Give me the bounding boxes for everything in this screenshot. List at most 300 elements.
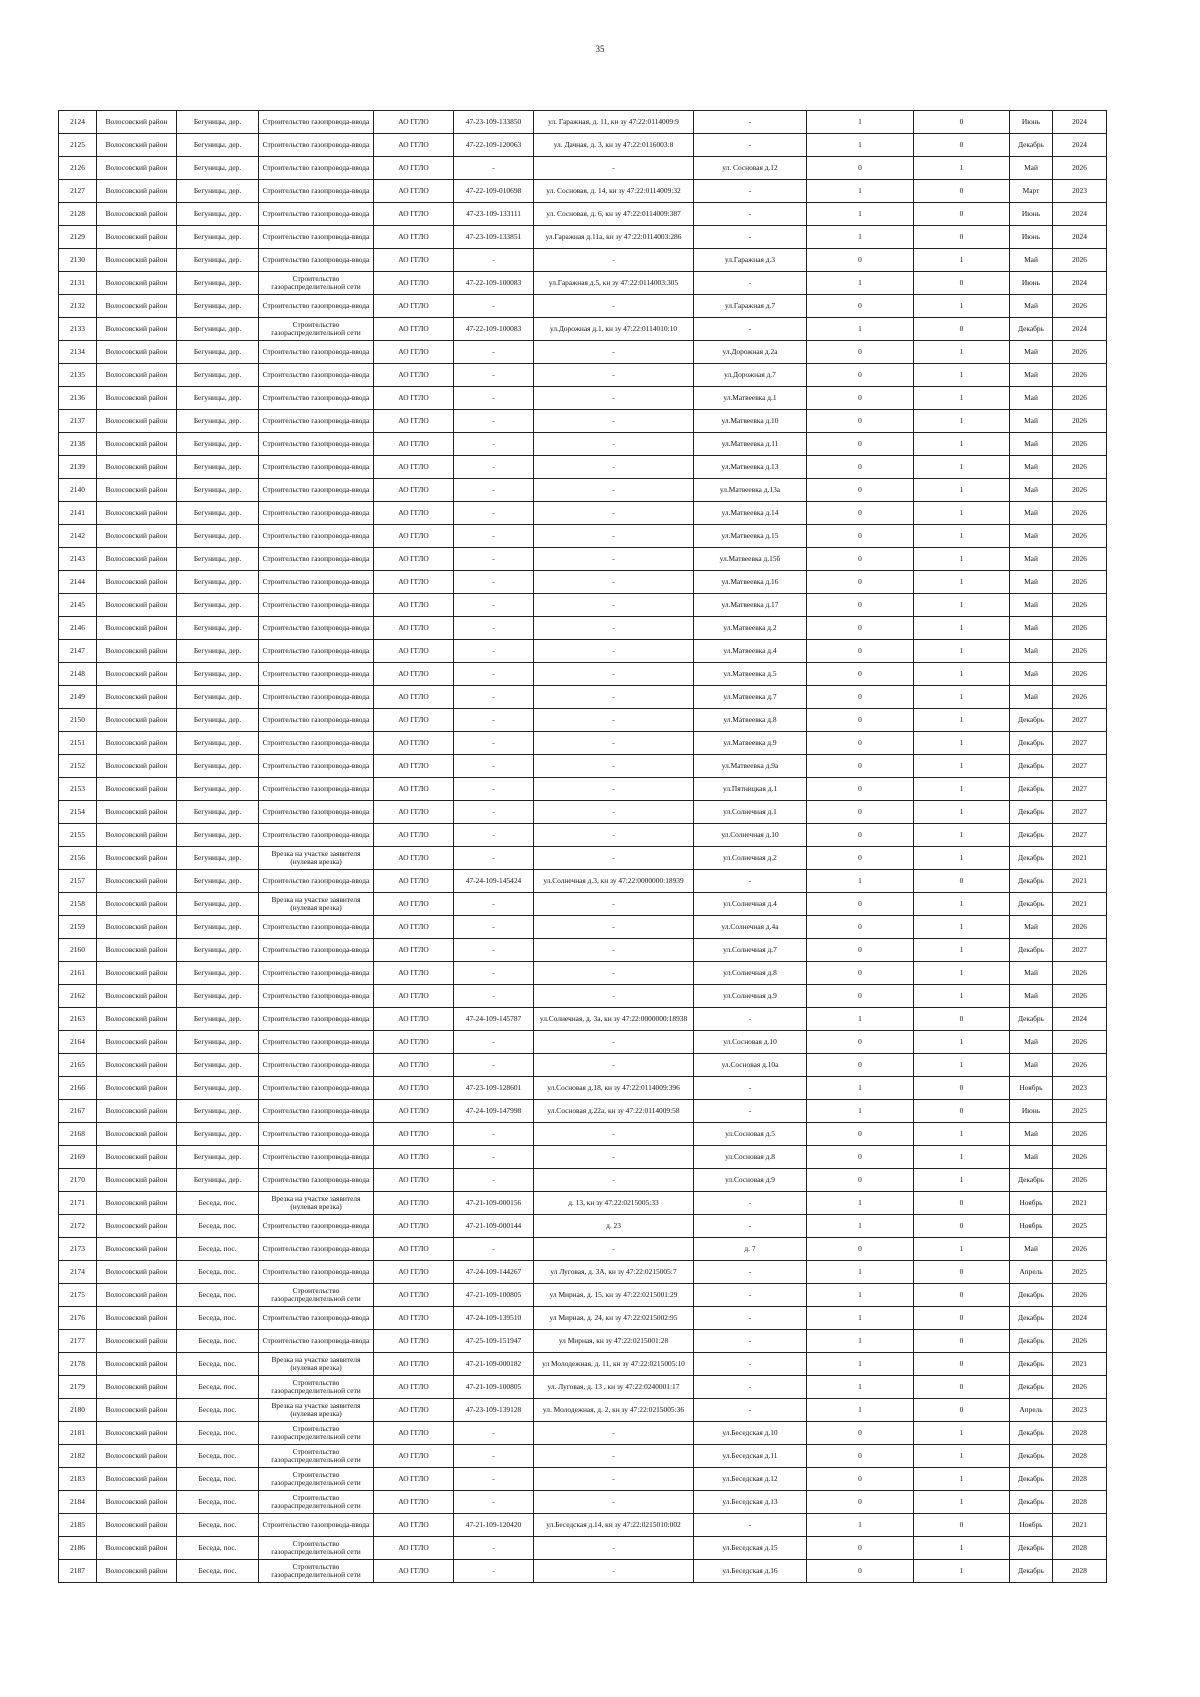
cell-address-cadastral: ул.Сосновая д.22а, кн зу 47:22:0114009:58: [534, 1100, 694, 1123]
cell-row-number: 2166: [59, 1077, 97, 1100]
cell-address: ул.Матвеевка д.1: [694, 387, 807, 410]
cell-year: 2025: [1053, 1100, 1107, 1123]
cell-year: 2026: [1053, 502, 1107, 525]
cell-application-number: -: [454, 157, 534, 180]
cell-application-number: 47-24-109-147998: [454, 1100, 534, 1123]
cell-organization: АО ГГЛО: [374, 1192, 454, 1215]
cell-year: 2026: [1053, 433, 1107, 456]
cell-month: Июнь: [1010, 111, 1053, 134]
cell-address-cadastral: -: [534, 847, 694, 870]
cell-address-cadastral: -: [534, 502, 694, 525]
cell-application-number: -: [454, 1169, 534, 1192]
cell-work-type: Строительство газораспределительной сети: [259, 1376, 374, 1399]
table-row: [59, 1353, 1107, 1376]
cell-application-number: -: [454, 755, 534, 778]
cell-year: 2028: [1053, 1468, 1107, 1491]
cell-work-type: Строительство газопровода-ввода: [259, 1261, 374, 1284]
cell-settlement: Бегуницы, дер.: [177, 663, 259, 686]
cell-year: 2026: [1053, 479, 1107, 502]
cell-district: Волосовский район: [97, 1123, 177, 1146]
cell-row-number: 2155: [59, 824, 97, 847]
cell-row-number: 2128: [59, 203, 97, 226]
cell-address: ул.Гаражная д.3: [694, 249, 807, 272]
cell-row-number: 2169: [59, 1146, 97, 1169]
cell-organization: АО ГГЛО: [374, 272, 454, 295]
cell-count-a: 0: [807, 939, 914, 962]
cell-application-number: 47-23-109-133851: [454, 226, 534, 249]
cell-organization: АО ГГЛО: [374, 525, 454, 548]
cell-application-number: -: [454, 479, 534, 502]
cell-year: 2026: [1053, 640, 1107, 663]
cell-district: Волосовский район: [97, 640, 177, 663]
cell-application-number: -: [454, 1537, 534, 1560]
cell-district: Волосовский район: [97, 1422, 177, 1445]
cell-year: 2021: [1053, 847, 1107, 870]
cell-application-number: -: [454, 1468, 534, 1491]
cell-count-b: 1: [914, 1123, 1010, 1146]
cell-application-number: 47-21-109-100805: [454, 1376, 534, 1399]
cell-settlement: Беседа, пос.: [177, 1514, 259, 1537]
cell-settlement: Бегуницы, дер.: [177, 617, 259, 640]
cell-district: Волосовский район: [97, 870, 177, 893]
cell-organization: АО ГГЛО: [374, 1146, 454, 1169]
cell-address: -: [694, 226, 807, 249]
cell-month: Май: [1010, 663, 1053, 686]
cell-address: ул.Солнечная д.8: [694, 962, 807, 985]
cell-settlement: Бегуницы, дер.: [177, 1077, 259, 1100]
cell-organization: АО ГГЛО: [374, 1468, 454, 1491]
cell-organization: АО ГГЛО: [374, 893, 454, 916]
cell-organization: АО ГГЛО: [374, 318, 454, 341]
cell-address: ул.Солнечная д.7: [694, 939, 807, 962]
cell-settlement: Бегуницы, дер.: [177, 686, 259, 709]
cell-settlement: Беседа, пос.: [177, 1192, 259, 1215]
cell-work-type: Строительство газопровода-ввода: [259, 226, 374, 249]
cell-count-b: 0: [914, 870, 1010, 893]
cell-organization: АО ГГЛО: [374, 341, 454, 364]
cell-count-a: 1: [807, 1284, 914, 1307]
cell-year: 2026: [1053, 410, 1107, 433]
cell-settlement: Беседа, пос.: [177, 1399, 259, 1422]
cell-count-a: 0: [807, 548, 914, 571]
cell-settlement: Беседа, пос.: [177, 1353, 259, 1376]
cell-organization: АО ГГЛО: [374, 111, 454, 134]
cell-address-cadastral: -: [534, 387, 694, 410]
cell-application-number: -: [454, 456, 534, 479]
cell-month: Декабрь: [1010, 1284, 1053, 1307]
cell-settlement: Бегуницы, дер.: [177, 479, 259, 502]
cell-count-a: 0: [807, 1238, 914, 1261]
cell-row-number: 2186: [59, 1537, 97, 1560]
cell-row-number: 2148: [59, 663, 97, 686]
cell-count-b: 1: [914, 1169, 1010, 1192]
cell-district: Волосовский район: [97, 778, 177, 801]
cell-year: 2027: [1053, 732, 1107, 755]
cell-count-a: 1: [807, 1100, 914, 1123]
cell-settlement: Бегуницы, дер.: [177, 410, 259, 433]
cell-application-number: -: [454, 410, 534, 433]
cell-settlement: Бегуницы, дер.: [177, 847, 259, 870]
cell-settlement: Беседа, пос.: [177, 1284, 259, 1307]
cell-month: Ноябрь: [1010, 1514, 1053, 1537]
cell-organization: АО ГГЛО: [374, 410, 454, 433]
cell-district: Волосовский район: [97, 1031, 177, 1054]
cell-count-b: 1: [914, 341, 1010, 364]
cell-count-a: 0: [807, 778, 914, 801]
cell-organization: АО ГГЛО: [374, 640, 454, 663]
cell-organization: АО ГГЛО: [374, 962, 454, 985]
cell-settlement: Бегуницы, дер.: [177, 824, 259, 847]
cell-work-type: Строительство газопровода-ввода: [259, 1238, 374, 1261]
cell-count-b: 1: [914, 732, 1010, 755]
cell-count-b: 1: [914, 916, 1010, 939]
cell-organization: АО ГГЛО: [374, 1445, 454, 1468]
cell-month: Декабрь: [1010, 1376, 1053, 1399]
cell-application-number: 47-23-109-133111: [454, 203, 534, 226]
cell-month: Декабрь: [1010, 732, 1053, 755]
cell-district: Волосовский район: [97, 180, 177, 203]
cell-district: Волосовский район: [97, 1399, 177, 1422]
cell-address-cadastral: -: [534, 709, 694, 732]
table-row: [59, 893, 1107, 916]
cell-count-b: 1: [914, 1468, 1010, 1491]
table-row: [59, 1169, 1107, 1192]
cell-row-number: 2129: [59, 226, 97, 249]
cell-count-a: 1: [807, 226, 914, 249]
cell-address: ул.Матвеевка д.11: [694, 433, 807, 456]
cell-row-number: 2182: [59, 1445, 97, 1468]
cell-work-type: Строительство газораспределительной сети: [259, 1491, 374, 1514]
table-row: [59, 180, 1107, 203]
table-row: [59, 1215, 1107, 1238]
cell-month: Декабрь: [1010, 1491, 1053, 1514]
cell-row-number: 2151: [59, 732, 97, 755]
cell-work-type: Строительство газопровода-ввода: [259, 1514, 374, 1537]
cell-work-type: Строительство газопровода-ввода: [259, 157, 374, 180]
cell-application-number: 47-24-109-145787: [454, 1008, 534, 1031]
cell-count-a: 0: [807, 433, 914, 456]
cell-work-type: Строительство газопровода-ввода: [259, 180, 374, 203]
cell-month: Май: [1010, 1238, 1053, 1261]
cell-count-b: 1: [914, 410, 1010, 433]
table-row: [59, 272, 1107, 295]
cell-organization: АО ГГЛО: [374, 824, 454, 847]
cell-district: Волосовский район: [97, 433, 177, 456]
cell-application-number: -: [454, 1123, 534, 1146]
cell-work-type: Строительство газопровода-ввода: [259, 1169, 374, 1192]
table-row: [59, 1491, 1107, 1514]
cell-application-number: -: [454, 571, 534, 594]
cell-settlement: Бегуницы, дер.: [177, 1123, 259, 1146]
cell-district: Волосовский район: [97, 962, 177, 985]
cell-count-a: 0: [807, 249, 914, 272]
cell-address: ул.Беседская д.13: [694, 1491, 807, 1514]
table-row: [59, 594, 1107, 617]
cell-district: Волосовский район: [97, 548, 177, 571]
cell-work-type: Строительство газораспределительной сети: [259, 1468, 374, 1491]
cell-settlement: Беседа, пос.: [177, 1238, 259, 1261]
cell-count-b: 0: [914, 111, 1010, 134]
cell-year: 2026: [1053, 916, 1107, 939]
cell-work-type: Строительство газопровода-ввода: [259, 640, 374, 663]
cell-row-number: 2176: [59, 1307, 97, 1330]
cell-year: 2027: [1053, 939, 1107, 962]
cell-count-b: 0: [914, 226, 1010, 249]
cell-application-number: 47-21-109-120420: [454, 1514, 534, 1537]
cell-address-cadastral: -: [534, 732, 694, 755]
cell-district: Волосовский район: [97, 709, 177, 732]
cell-year: 2027: [1053, 755, 1107, 778]
cell-district: Волосовский район: [97, 1054, 177, 1077]
cell-year: 2027: [1053, 778, 1107, 801]
cell-district: Волосовский район: [97, 847, 177, 870]
cell-application-number: 47-22-109-120063: [454, 134, 534, 157]
cell-count-b: 0: [914, 1399, 1010, 1422]
cell-count-a: 0: [807, 1146, 914, 1169]
cell-organization: АО ГГЛО: [374, 939, 454, 962]
cell-address: -: [694, 1514, 807, 1537]
cell-month: Ноябрь: [1010, 1077, 1053, 1100]
cell-count-b: 1: [914, 387, 1010, 410]
cell-organization: АО ГГЛО: [374, 1353, 454, 1376]
cell-application-number: -: [454, 732, 534, 755]
cell-count-a: 0: [807, 985, 914, 1008]
cell-count-a: 1: [807, 272, 914, 295]
cell-organization: АО ГГЛО: [374, 663, 454, 686]
cell-month: Май: [1010, 341, 1053, 364]
cell-row-number: 2126: [59, 157, 97, 180]
cell-address-cadastral: д. 13, кн зу 47:22:0215005:33: [534, 1192, 694, 1215]
cell-row-number: 2141: [59, 502, 97, 525]
cell-address: ул.Матвеевка д.9а: [694, 755, 807, 778]
cell-month: Май: [1010, 1054, 1053, 1077]
cell-row-number: 2167: [59, 1100, 97, 1123]
cell-address-cadastral: -: [534, 1491, 694, 1514]
cell-organization: АО ГГЛО: [374, 180, 454, 203]
cell-work-type: Строительство газораспределительной сети: [259, 318, 374, 341]
cell-address: -: [694, 1008, 807, 1031]
cell-row-number: 2164: [59, 1031, 97, 1054]
cell-month: Декабрь: [1010, 939, 1053, 962]
cell-month: Май: [1010, 985, 1053, 1008]
cell-count-a: 1: [807, 1353, 914, 1376]
cell-address: ул.Пятницкая д.1: [694, 778, 807, 801]
cell-count-a: 1: [807, 1330, 914, 1353]
cell-year: 2024: [1053, 272, 1107, 295]
cell-month: Май: [1010, 1123, 1053, 1146]
cell-month: Май: [1010, 295, 1053, 318]
cell-row-number: 2124: [59, 111, 97, 134]
table-row: [59, 1123, 1107, 1146]
cell-application-number: -: [454, 640, 534, 663]
cell-work-type: Строительство газопровода-ввода: [259, 1008, 374, 1031]
cell-count-a: 0: [807, 916, 914, 939]
cell-settlement: Бегуницы, дер.: [177, 525, 259, 548]
cell-address: ул.Матвеевка д.15б: [694, 548, 807, 571]
cell-organization: АО ГГЛО: [374, 1215, 454, 1238]
table-row: [59, 1238, 1107, 1261]
cell-district: Волосовский район: [97, 1077, 177, 1100]
cell-address: ул.Матвеевка д.14: [694, 502, 807, 525]
cell-settlement: Бегуницы, дер.: [177, 456, 259, 479]
table-row: [59, 962, 1107, 985]
cell-count-b: 1: [914, 594, 1010, 617]
cell-organization: АО ГГЛО: [374, 1514, 454, 1537]
cell-month: Декабрь: [1010, 755, 1053, 778]
cell-count-b: 0: [914, 1077, 1010, 1100]
table-row: [59, 134, 1107, 157]
cell-count-b: 0: [914, 1215, 1010, 1238]
cell-organization: АО ГГЛО: [374, 479, 454, 502]
cell-year: 2023: [1053, 1077, 1107, 1100]
cell-address: -: [694, 134, 807, 157]
cell-year: 2026: [1053, 1146, 1107, 1169]
cell-application-number: -: [454, 1422, 534, 1445]
cell-row-number: 2138: [59, 433, 97, 456]
cell-district: Волосовский район: [97, 111, 177, 134]
cell-count-a: 1: [807, 1008, 914, 1031]
cell-count-a: 1: [807, 134, 914, 157]
cell-count-b: 0: [914, 1376, 1010, 1399]
cell-count-b: 0: [914, 318, 1010, 341]
cell-settlement: Бегуницы, дер.: [177, 1169, 259, 1192]
cell-count-a: 0: [807, 157, 914, 180]
cell-count-b: 0: [914, 203, 1010, 226]
cell-district: Волосовский район: [97, 525, 177, 548]
cell-year: 2027: [1053, 801, 1107, 824]
cell-row-number: 2170: [59, 1169, 97, 1192]
cell-row-number: 2161: [59, 962, 97, 985]
cell-application-number: 47-21-109-000182: [454, 1353, 534, 1376]
cell-count-b: 1: [914, 640, 1010, 663]
table-row: [59, 548, 1107, 571]
cell-work-type: Строительство газопровода-ввода: [259, 548, 374, 571]
cell-count-a: 0: [807, 1422, 914, 1445]
cell-application-number: 47-22-109-010698: [454, 180, 534, 203]
cell-row-number: 2131: [59, 272, 97, 295]
cell-month: Декабрь: [1010, 709, 1053, 732]
cell-organization: АО ГГЛО: [374, 1169, 454, 1192]
cell-organization: АО ГГЛО: [374, 916, 454, 939]
cell-address: ул.Солнечная д.4а: [694, 916, 807, 939]
table-row: [59, 1445, 1107, 1468]
cell-count-b: 1: [914, 479, 1010, 502]
cell-settlement: Беседа, пос.: [177, 1330, 259, 1353]
table-row: [59, 1008, 1107, 1031]
cell-address: ул.Матвеевка д.17: [694, 594, 807, 617]
cell-address: -: [694, 272, 807, 295]
cell-address: -: [694, 1353, 807, 1376]
cell-address: ул.Матвеевка д.4: [694, 640, 807, 663]
cell-address: ул.Беседская д.12: [694, 1468, 807, 1491]
cell-organization: АО ГГЛО: [374, 1330, 454, 1353]
cell-address: -: [694, 1261, 807, 1284]
cell-work-type: Строительство газопровода-ввода: [259, 249, 374, 272]
cell-organization: АО ГГЛО: [374, 1399, 454, 1422]
cell-work-type: Строительство газопровода-ввода: [259, 824, 374, 847]
cell-count-a: 0: [807, 962, 914, 985]
cell-address: ул.Беседская д.15: [694, 1537, 807, 1560]
cell-month: Декабрь: [1010, 870, 1053, 893]
cell-address: ул.Матвеевка д.15: [694, 525, 807, 548]
cell-address: ул.Матвеевка д.9: [694, 732, 807, 755]
cell-work-type: Строительство газопровода-ввода: [259, 1031, 374, 1054]
table-row: [59, 387, 1107, 410]
cell-row-number: 2153: [59, 778, 97, 801]
cell-year: 2026: [1053, 1330, 1107, 1353]
cell-settlement: Бегуницы, дер.: [177, 916, 259, 939]
cell-application-number: -: [454, 1560, 534, 1583]
cell-year: 2023: [1053, 180, 1107, 203]
cell-address-cadastral: -: [534, 778, 694, 801]
cell-settlement: Беседа, пос.: [177, 1537, 259, 1560]
cell-address: -: [694, 203, 807, 226]
cell-row-number: 2165: [59, 1054, 97, 1077]
cell-count-b: 0: [914, 1514, 1010, 1537]
cell-work-type: Строительство газопровода-ввода: [259, 962, 374, 985]
cell-application-number: -: [454, 847, 534, 870]
cell-count-a: 0: [807, 1031, 914, 1054]
cell-address: д. 7: [694, 1238, 807, 1261]
table-row: [59, 203, 1107, 226]
cell-year: 2026: [1053, 985, 1107, 1008]
cell-month: Май: [1010, 548, 1053, 571]
cell-row-number: 2144: [59, 571, 97, 594]
table-row: [59, 755, 1107, 778]
cell-application-number: -: [454, 1054, 534, 1077]
cell-row-number: 2139: [59, 456, 97, 479]
table-row: [59, 502, 1107, 525]
cell-row-number: 2132: [59, 295, 97, 318]
cell-district: Волосовский район: [97, 1560, 177, 1583]
cell-application-number: 47-24-109-144267: [454, 1261, 534, 1284]
cell-address-cadastral: -: [534, 686, 694, 709]
table-row: [59, 732, 1107, 755]
cell-count-a: 0: [807, 847, 914, 870]
cell-year: 2024: [1053, 203, 1107, 226]
cell-address: ул.Сосновая д.5: [694, 1123, 807, 1146]
cell-application-number: -: [454, 801, 534, 824]
cell-application-number: -: [454, 686, 534, 709]
cell-organization: АО ГГЛО: [374, 295, 454, 318]
table-row: [59, 111, 1107, 134]
table-row: [59, 939, 1107, 962]
cell-address: ул.Солнечная д.4: [694, 893, 807, 916]
cell-count-b: 0: [914, 1261, 1010, 1284]
cell-year: 2026: [1053, 525, 1107, 548]
cell-count-b: 1: [914, 686, 1010, 709]
cell-settlement: Бегуницы, дер.: [177, 548, 259, 571]
cell-year: 2025: [1053, 1261, 1107, 1284]
cell-count-b: 0: [914, 1008, 1010, 1031]
cell-work-type: Врезка на участке заявителя (нулевая врезка): [259, 893, 374, 916]
cell-work-type: Строительство газопровода-ввода: [259, 410, 374, 433]
cell-month: Декабрь: [1010, 801, 1053, 824]
cell-count-b: 0: [914, 272, 1010, 295]
cell-address: ул. Сосновая д.12: [694, 157, 807, 180]
cell-address: ул.Беседская д.16: [694, 1560, 807, 1583]
cell-count-a: 0: [807, 617, 914, 640]
cell-organization: АО ГГЛО: [374, 203, 454, 226]
cell-application-number: -: [454, 295, 534, 318]
cell-year: 2026: [1053, 1031, 1107, 1054]
cell-address-cadastral: ул.Солнечная, д. 3а, кн зу 47:22:0000000:18938: [534, 1008, 694, 1031]
cell-settlement: Бегуницы, дер.: [177, 640, 259, 663]
cell-count-a: 1: [807, 1376, 914, 1399]
cell-settlement: Беседа, пос.: [177, 1215, 259, 1238]
cell-address-cadastral: -: [534, 1537, 694, 1560]
cell-application-number: -: [454, 502, 534, 525]
